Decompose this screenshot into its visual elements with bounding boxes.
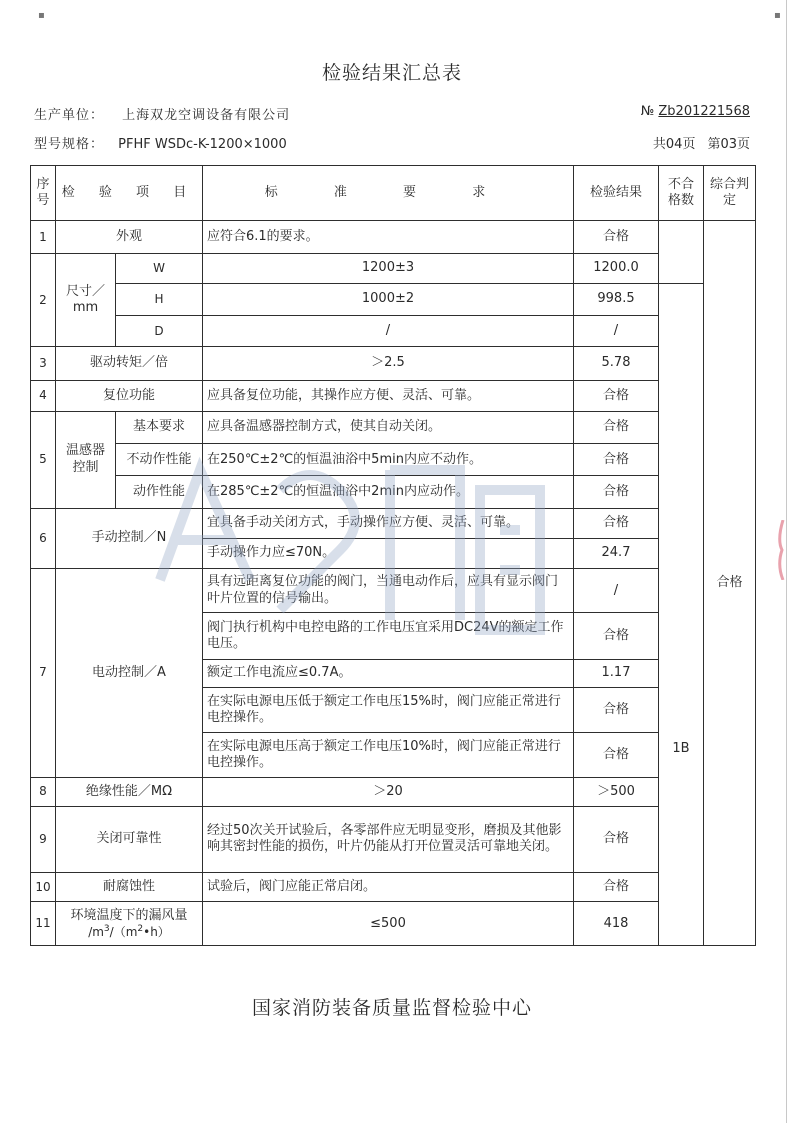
unit-part: •h） bbox=[143, 924, 170, 939]
nonconform-cell bbox=[659, 283, 704, 945]
row-seq: 8 bbox=[31, 777, 56, 806]
unit-part: /m bbox=[88, 924, 104, 939]
row-result: / bbox=[574, 568, 659, 612]
sub-item-name: 不动作性能 bbox=[116, 444, 203, 476]
results-table bbox=[30, 165, 756, 946]
row-result: 24.7 bbox=[574, 538, 659, 568]
table-row bbox=[31, 777, 756, 806]
header-row bbox=[31, 166, 756, 221]
table-row bbox=[31, 347, 756, 380]
row-item: 手动控制／N bbox=[56, 508, 203, 568]
header-result: 检验结果 bbox=[574, 166, 659, 221]
sub-item-name: 动作性能 bbox=[116, 476, 203, 508]
serial-number bbox=[641, 104, 750, 119]
serial-value: Zb201221568 bbox=[658, 104, 750, 119]
edge-stamp-mark-icon bbox=[775, 520, 785, 580]
row-seq: 9 bbox=[31, 806, 56, 873]
row-standard: ≤500 bbox=[203, 902, 574, 946]
table-row bbox=[31, 508, 756, 538]
corner-mark: ▪ bbox=[38, 10, 45, 21]
current-page: 第03页 bbox=[707, 137, 750, 152]
model-line bbox=[34, 133, 287, 152]
row-standard: 1200±3 bbox=[203, 253, 574, 283]
row-result: 1200.0 bbox=[574, 253, 659, 283]
row-item: 外观 bbox=[56, 221, 203, 253]
manufacturer-line bbox=[34, 104, 290, 123]
row-item-line2 bbox=[60, 924, 198, 940]
row-item: 复位功能 bbox=[56, 380, 203, 411]
table-row bbox=[31, 316, 756, 347]
row-standard: 1000±2 bbox=[203, 283, 574, 315]
row-standard: 应具备复位功能，其操作应方便、灵活、可靠。 bbox=[203, 380, 574, 411]
row-item: 关闭可靠性 bbox=[56, 806, 203, 873]
row-result: 5.78 bbox=[574, 347, 659, 380]
row-seq: 3 bbox=[31, 347, 56, 380]
row-seq: 4 bbox=[31, 380, 56, 411]
serial-prefix: № bbox=[640, 104, 655, 119]
page-info bbox=[653, 133, 750, 152]
row-seq: 11 bbox=[31, 902, 56, 946]
sub-item-name: H bbox=[116, 283, 203, 315]
table-row bbox=[31, 253, 756, 283]
table-row bbox=[31, 902, 756, 946]
table-row bbox=[31, 380, 756, 411]
row-result: 合格 bbox=[574, 380, 659, 411]
row-standard: 阀门执行机构中电控电路的工作电压宜采用DC24V的额定工作电压。 bbox=[203, 613, 574, 659]
row-result: 418 bbox=[574, 902, 659, 946]
manufacturer-value: 上海双龙空调设备有限公司 bbox=[122, 108, 291, 123]
row-standard: 应具备温感器控制方式，使其自动关闭。 bbox=[203, 411, 574, 443]
table-row bbox=[31, 568, 756, 612]
total-pages: 共04页 bbox=[652, 137, 696, 152]
row-seq: 6 bbox=[31, 508, 56, 568]
row-standard: 额定工作电流应≤0.7A。 bbox=[203, 659, 574, 687]
row-seq: 5 bbox=[31, 411, 56, 508]
corner-mark: ▪ bbox=[774, 10, 781, 21]
row-standard: 试验后，阀门应能正常启闭。 bbox=[203, 873, 574, 902]
table-row bbox=[31, 476, 756, 508]
row-standard: 应符合6.1的要求。 bbox=[203, 221, 574, 253]
row-seq: 2 bbox=[31, 253, 56, 347]
header-item: 检 验 项 目 bbox=[56, 166, 203, 221]
row-item: 尺寸／mm bbox=[56, 253, 116, 347]
unit-part: /（m bbox=[109, 924, 138, 939]
row-standard: ＞2.5 bbox=[203, 347, 574, 380]
table-row bbox=[31, 444, 756, 476]
row-item: 耐腐蚀性 bbox=[56, 873, 203, 902]
row-standard: 经过50次关开试验后，各零部件应无明显变形，磨损及其他影响其密封性能的损伤，叶片仍能从打开位置灵活可靠地关闭。 bbox=[203, 806, 574, 873]
row-item-line1: 环境温度下的漏风量 bbox=[70, 907, 188, 923]
overall-verdict: 合格 bbox=[704, 221, 756, 946]
header-verdict: 综合判定 bbox=[704, 166, 756, 221]
row-standard: 宜具备手动关闭方式，手动操作应方便、灵活、可靠。 bbox=[203, 508, 574, 538]
sub-item-name: W bbox=[116, 253, 203, 283]
row-result: 1.17 bbox=[574, 659, 659, 687]
row-seq: 1 bbox=[31, 221, 56, 253]
header-standard: 标 准 要 求 bbox=[203, 166, 574, 221]
table-row bbox=[31, 221, 756, 253]
row-result: ＞500 bbox=[574, 777, 659, 806]
manufacturer-label: 生产单位： bbox=[34, 108, 105, 123]
row-standard: 手动操作力应≤70N。 bbox=[203, 538, 574, 568]
row-result: 合格 bbox=[574, 221, 659, 253]
table-row bbox=[31, 873, 756, 902]
nonconform-cell bbox=[659, 221, 704, 283]
row-item: 电动控制／A bbox=[56, 568, 203, 777]
table-row bbox=[31, 806, 756, 873]
row-result: 998.5 bbox=[574, 283, 659, 315]
row-standard: / bbox=[203, 316, 574, 347]
nonconform-count: 1B bbox=[672, 741, 690, 757]
row-result: 合格 bbox=[574, 687, 659, 732]
row-seq: 7 bbox=[31, 568, 56, 777]
document-title: 检验结果汇总表 bbox=[321, 62, 462, 84]
row-result: 合格 bbox=[574, 873, 659, 902]
row-standard: 在250℃±2℃的恒温油浴中5min内应不动作。 bbox=[203, 444, 574, 476]
row-result: 合格 bbox=[574, 613, 659, 659]
unit-sup: 2 bbox=[137, 923, 144, 934]
row-result: 合格 bbox=[574, 733, 659, 777]
row-standard: 在实际电源电压高于额定工作电压10%时，阀门应能正常进行电控操作。 bbox=[203, 733, 574, 777]
row-item: 驱动转矩／倍 bbox=[56, 347, 203, 380]
row-result: 合格 bbox=[574, 444, 659, 476]
unit-sup: 3 bbox=[103, 923, 110, 934]
header-nonconform: 不合格数 bbox=[659, 166, 704, 221]
row-result: 合格 bbox=[574, 411, 659, 443]
table-row bbox=[31, 283, 756, 315]
row-seq: 10 bbox=[31, 873, 56, 902]
issuing-authority: 国家消防装备质量监督检验中心 bbox=[251, 997, 532, 1019]
row-standard: 在实际电源电压低于额定工作电压15%时，阀门应能正常进行电控操作。 bbox=[203, 687, 574, 732]
row-result: / bbox=[574, 316, 659, 347]
row-item: 绝缘性能／MΩ bbox=[56, 777, 203, 806]
row-standard: 具有远距离复位功能的阀门，当通电动作后，应具有显示阀门叶片位置的信号输出。 bbox=[203, 568, 574, 612]
row-standard: 在285℃±2℃的恒温油浴中2min内应动作。 bbox=[203, 476, 574, 508]
row-item: 温感器控制 bbox=[56, 411, 116, 508]
table-row bbox=[31, 411, 756, 443]
row-standard: ＞20 bbox=[203, 777, 574, 806]
row-result: 合格 bbox=[574, 508, 659, 538]
row-result: 合格 bbox=[574, 476, 659, 508]
sub-item-name: D bbox=[116, 316, 203, 347]
model-value: PFHF WSDc-K-1200×1000 bbox=[118, 137, 287, 152]
header-seq: 序号 bbox=[31, 166, 56, 221]
sub-item-name: 基本要求 bbox=[116, 411, 203, 443]
model-label: 型号规格： bbox=[34, 137, 105, 152]
row-item bbox=[56, 902, 203, 946]
row-result: 合格 bbox=[574, 806, 659, 873]
